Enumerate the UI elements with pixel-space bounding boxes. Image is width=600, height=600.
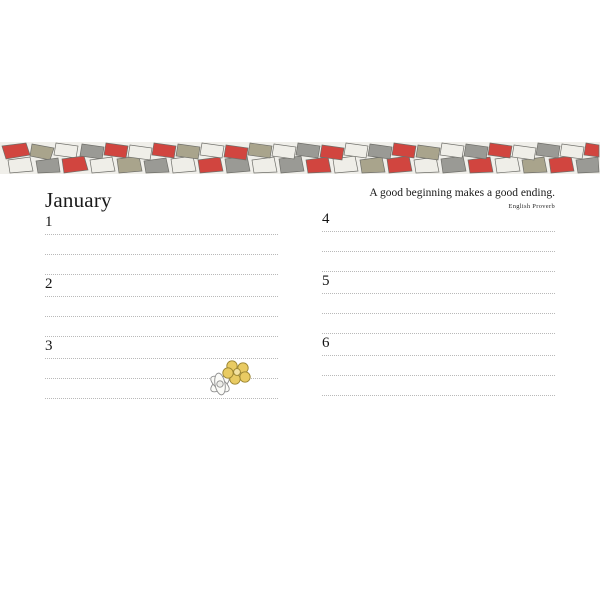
left-page [0, 174, 300, 445]
write-line[interactable] [322, 212, 555, 232]
day-number: 3 [45, 338, 53, 354]
day-entry-1[interactable] [45, 215, 278, 275]
write-line[interactable] [45, 277, 278, 297]
day-number: 5 [322, 272, 330, 289]
quote-source: English Proverb [508, 202, 555, 210]
quote-text: A good beginning makes a good ending. [369, 187, 555, 199]
write-line[interactable] [322, 294, 555, 314]
day-number: 4 [322, 210, 330, 227]
page-title: January [45, 188, 112, 212]
write-line[interactable] [45, 215, 278, 235]
write-line[interactable] [45, 255, 278, 275]
quote-block [322, 187, 555, 210]
planner-page-spread [0, 142, 600, 445]
flower-sticker [198, 352, 260, 404]
page-spread [0, 174, 600, 445]
write-line[interactable] [45, 317, 278, 337]
day-entry-6[interactable] [322, 336, 555, 396]
border-pattern-svg [0, 142, 600, 174]
write-line[interactable] [322, 314, 555, 334]
write-line[interactable] [322, 356, 555, 376]
day-number: 1 [45, 214, 53, 230]
write-line[interactable] [45, 235, 278, 255]
write-line[interactable] [322, 274, 555, 294]
write-line[interactable] [322, 336, 555, 356]
write-line[interactable] [322, 376, 555, 396]
write-line[interactable] [45, 297, 278, 317]
right-page [300, 174, 600, 445]
day-number: 2 [45, 276, 53, 292]
flower-sticker-svg [198, 352, 260, 404]
day-number: 6 [322, 334, 330, 351]
day-entry-2[interactable] [45, 277, 278, 337]
patterned-mosaic-border [0, 142, 600, 174]
write-line[interactable] [322, 252, 555, 272]
day-entry-5[interactable] [322, 274, 555, 334]
write-line[interactable] [322, 232, 555, 252]
day-entry-4[interactable] [322, 212, 555, 272]
